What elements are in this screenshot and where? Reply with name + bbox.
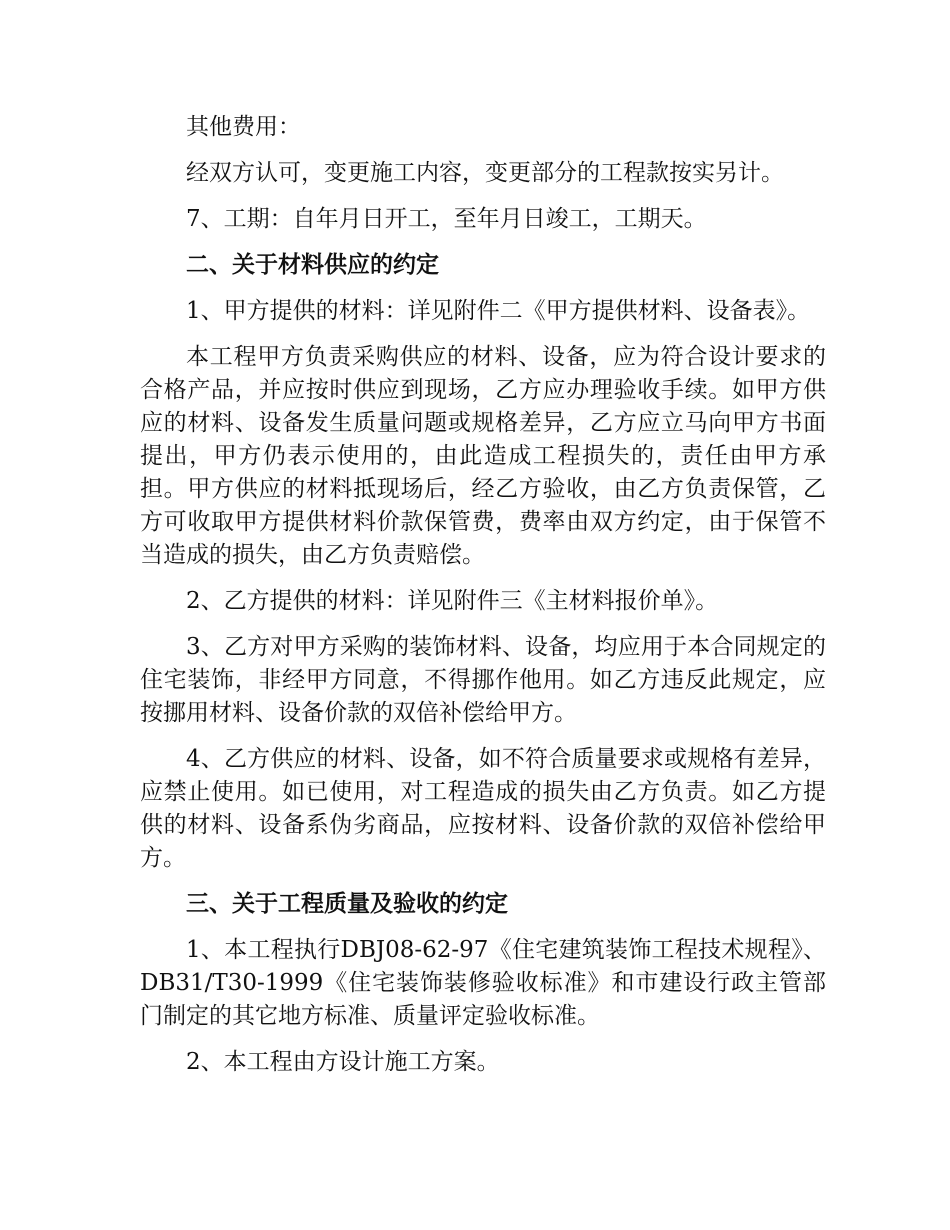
paragraph-party-a-procurement: 本工程甲方负责采购供应的材料、设备，应为符合设计要求的合格产品，并应按时供应到现场，乙方应办理验收手续。如甲方供应的材料、设备发生质量问题或规格差异，乙方应立马向甲方书面提出，甲方仍表示使用的，由此造成工程损失的，责任由甲方承担。甲方供应的材料抵现场后，经乙方验收，由乙方负责保管，乙方可收取甲方提供材料价款保管费，费率由双方约定，由于保管不当造成的损失，由乙方负责赔偿。 <box>140 344 826 568</box>
section-heading-materials: 二、关于材料供应的约定 <box>186 252 439 278</box>
document-body <box>140 111 826 1092</box>
section-heading-quality: 三、关于工程质量及验收的约定 <box>186 891 508 917</box>
paragraph-schedule: 7、工期：自年月日开工，至年月日竣工，工期天。 <box>186 206 707 232</box>
paragraph-material-quality: 4、乙方供应的材料、设备，如不符合质量要求或规格有差异，应禁止使用。如已使用，对工程造成的损失由乙方负责。如乙方提供的材料、设备系伪劣商品，应按材料、设备价款的双倍补偿给甲方。 <box>140 746 826 871</box>
paragraph-material-usage: 3、乙方对甲方采购的装饰材料、设备，均应用于本合同规定的住宅装饰，非经甲方同意，不得挪作他用。如乙方违反此规定，应按挪用材料、设备价款的双倍补偿给甲方。 <box>140 634 826 726</box>
paragraph-standards: 1、本工程执行DBJ08-62-97《住宅建筑装饰工程技术规程》、DB31/T30-1999《住宅装饰装修验收标准》和市建设行政主管部门制定的其它地方标准、质量评定验收标准。 <box>140 937 826 1029</box>
paragraph-design-plan: 2、本工程由方设计施工方案。 <box>186 1049 500 1075</box>
paragraph-other-fees: 其他费用： <box>186 114 301 140</box>
paragraph-party-a-materials: 1、甲方提供的材料：详见附件二《甲方提供材料、设备表》。 <box>186 298 811 324</box>
paragraph-party-b-materials: 2、乙方提供的材料：详见附件三《主材料报价单》。 <box>186 588 719 614</box>
paragraph-change-clause: 经双方认可，变更施工内容，变更部分的工程款按实另计。 <box>186 160 784 186</box>
